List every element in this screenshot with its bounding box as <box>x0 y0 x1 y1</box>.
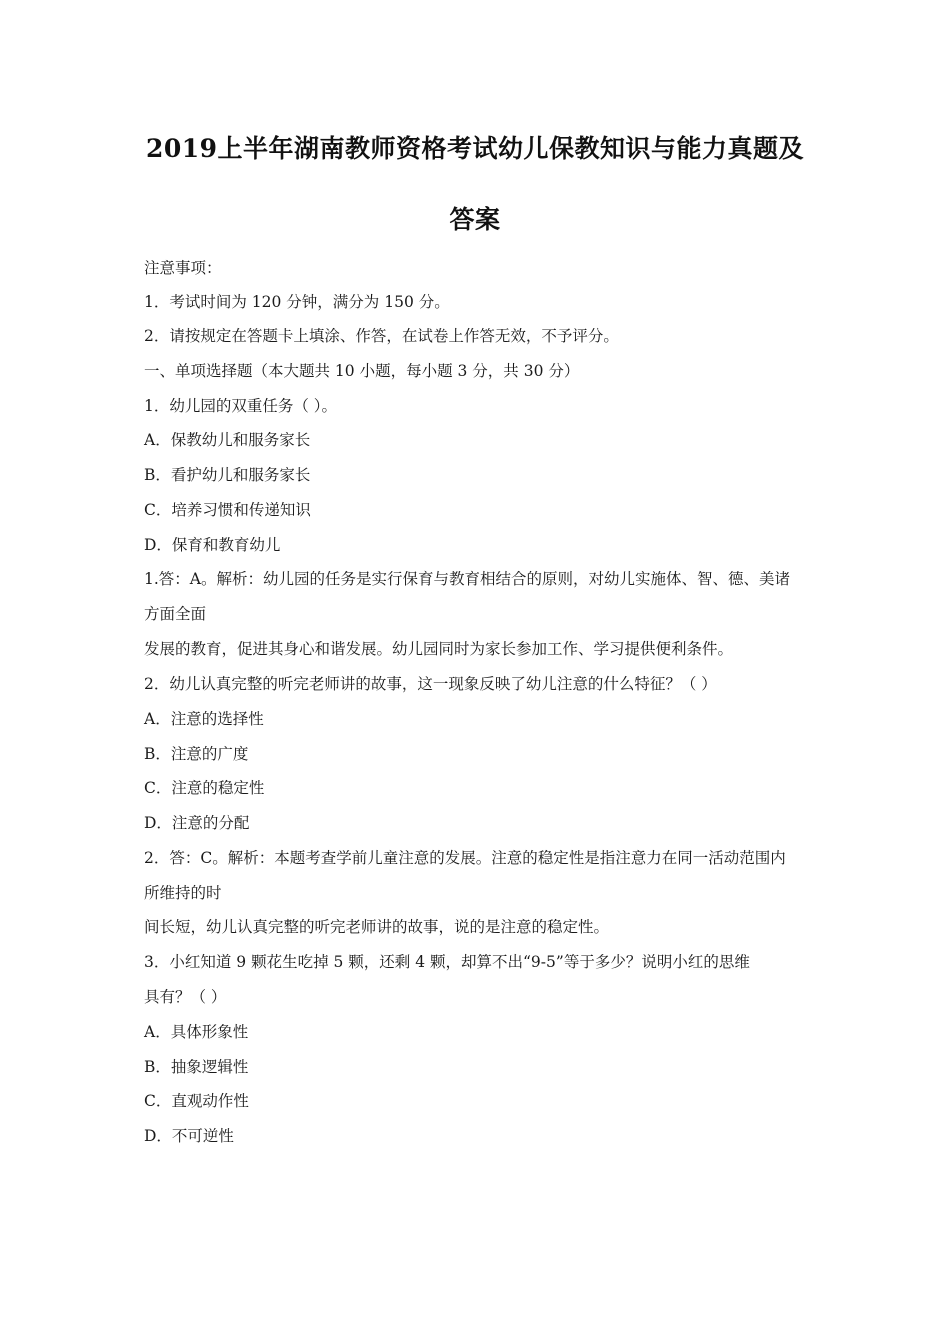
q3-option-c: C．直观动作性 <box>144 1092 249 1110</box>
q3-option-a: A．具体形象性 <box>144 1023 249 1041</box>
q2-option-a: A．注意的选择性 <box>144 710 264 728</box>
question-1: 1．幼儿园的双重任务（ ）。 <box>144 397 338 415</box>
notice-heading: 注意事项： <box>144 259 222 277</box>
q3-option-b: B．抽象逻辑性 <box>144 1058 249 1076</box>
document-title-line-1: 2019上半年湖南教师资格考试幼儿保教知识与能力真题及 <box>145 134 805 163</box>
q1-option-b: B．看护幼儿和服务家长 <box>144 466 311 484</box>
q2-option-b: B．注意的广度 <box>144 745 249 763</box>
q1-option-c: C．培养习惯和传递知识 <box>144 501 311 519</box>
section-heading: 一、单项选择题（本大题共 10 小题，每小题 3 分，共 30 分） <box>144 362 580 380</box>
question-2: 2．幼儿认真完整的听完老师讲的故事，这一现象反映了幼儿注意的什么特征？（ ） <box>144 675 717 693</box>
notice-item-1: 1．考试时间为 120 分钟，满分为 150 分。 <box>144 293 450 311</box>
q2-answer-line-1: 2．答：C。解析：本题考查学前儿童注意的发展。注意的稳定性是指注意力在同一活动范围内 <box>144 849 786 867</box>
q2-option-c: C．注意的稳定性 <box>144 779 265 797</box>
question-3-line-2: 具有？（ ） <box>144 988 227 1006</box>
q1-answer-line-2: 方面全面 <box>144 605 207 623</box>
notice-item-2: 2．请按规定在答题卡上填涂、作答，在试卷上作答无效，不予评分。 <box>144 327 619 345</box>
question-3-line-1: 3．小红知道 9 颗花生吃掉 5 颗，还剩 4 颗，却算不出“9-5”等于多少？说明小红的思维 <box>144 953 750 971</box>
q2-option-d: D．注意的分配 <box>144 814 250 832</box>
q3-option-d: D．不可逆性 <box>144 1127 234 1145</box>
q2-answer-line-3: 间长短，幼儿认真完整的听完老师讲的故事，说的是注意的稳定性。 <box>144 918 610 936</box>
q1-answer-line-3: 发展的教育，促进其身心和谐发展。幼儿园同时为家长参加工作、学习提供便利条件。 <box>144 640 734 658</box>
q2-answer-line-2: 所维持的时 <box>144 884 222 902</box>
q1-option-a: A．保教幼儿和服务家长 <box>144 431 311 449</box>
q1-option-d: D．保育和教育幼儿 <box>144 536 281 554</box>
document-title-line-2: 答案 <box>449 205 501 234</box>
q1-answer-line-1: 1.答：A。解析：幼儿园的任务是实行保育与教育相结合的原则，对幼儿实施体、智、德、美诸 <box>144 570 790 588</box>
